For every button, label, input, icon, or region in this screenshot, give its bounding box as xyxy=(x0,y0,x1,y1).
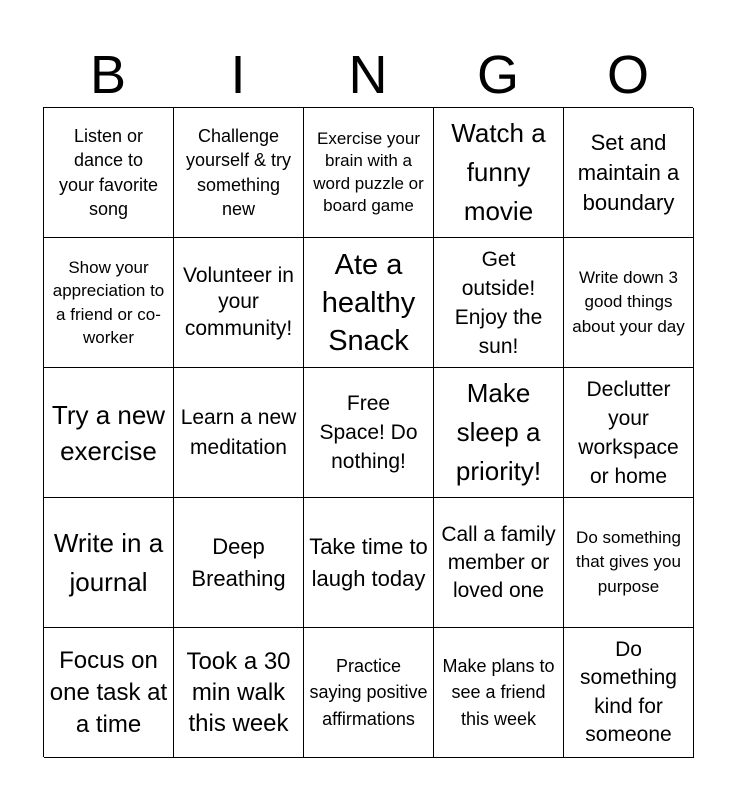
bingo-cell-r4c4[interactable] xyxy=(434,498,564,628)
cell-text: Show your appreciation to a friend or co-worker xyxy=(52,257,165,347)
cell-text: Try a new exercise xyxy=(51,399,166,466)
header-letter-n: N xyxy=(348,45,388,105)
cell-text: Do something that gives you purpose xyxy=(576,527,681,596)
bingo-cell-r5c1[interactable] xyxy=(44,628,174,758)
cell-text: Learn a new meditation xyxy=(180,406,297,459)
cell-text: Call a family member or loved one xyxy=(441,522,556,602)
cell-text: Make sleep a priority! xyxy=(455,378,542,486)
bingo-cell-r2c3[interactable] xyxy=(304,238,434,368)
cell-text: Deep Breathing xyxy=(191,533,286,591)
bingo-header xyxy=(43,44,693,106)
bingo-cell-r4c3[interactable] xyxy=(304,498,434,628)
bingo-cell-r2c1[interactable] xyxy=(44,238,174,368)
bingo-cell-r3c1[interactable] xyxy=(44,368,174,498)
cell-text: Do something kind for someone xyxy=(580,637,677,746)
cell-text: Ate a healthy Snack xyxy=(321,248,416,357)
cell-text: Listen or dance to your favorite song xyxy=(58,125,159,219)
bingo-cell-r3c3[interactable] xyxy=(304,368,434,498)
bingo-cell-r1c1[interactable] xyxy=(44,108,174,238)
bingo-cell-r2c2[interactable] xyxy=(174,238,304,368)
cell-text: Took a 30 min walk this week xyxy=(186,648,291,737)
bingo-cell-r5c2[interactable] xyxy=(174,628,304,758)
cell-text: Set and maintain a boundary xyxy=(577,129,680,215)
cell-text: Practice saying positive affirmations xyxy=(309,655,428,729)
cell-text: Focus on one task at a time xyxy=(49,646,168,738)
header-letter-i: I xyxy=(230,45,246,105)
bingo-cell-r3c5[interactable] xyxy=(564,368,694,498)
bingo-card xyxy=(43,107,693,757)
bingo-cell-r1c5[interactable] xyxy=(564,108,694,238)
cell-text: Declutter your workspace or home xyxy=(578,377,679,488)
bingo-cell-r5c4[interactable] xyxy=(434,628,564,758)
header-letter-g: G xyxy=(476,45,519,105)
cell-text: Free Space! Do nothing! xyxy=(319,392,418,473)
header-letter-b: B xyxy=(89,45,127,105)
bingo-cell-r4c5[interactable] xyxy=(564,498,694,628)
bingo-cell-r3c2[interactable] xyxy=(174,368,304,498)
bingo-cell-r4c1[interactable] xyxy=(44,498,174,628)
cell-text: Volunteer in your community! xyxy=(183,263,294,340)
cell-text: Get outside! Enjoy the sun! xyxy=(454,247,543,358)
bingo-cell-r1c3[interactable] xyxy=(304,108,434,238)
cell-text: Challenge yourself & try something new xyxy=(185,125,292,219)
cell-text: Watch a funny movie xyxy=(451,118,546,226)
bingo-cell-r3c4[interactable] xyxy=(434,368,564,498)
bingo-cell-r1c2[interactable] xyxy=(174,108,304,238)
bingo-cell-r5c5[interactable] xyxy=(564,628,694,758)
cell-text: Exercise your brain with a word puzzle or board game xyxy=(313,128,424,215)
cell-text: Write in a journal xyxy=(53,527,164,597)
bingo-cell-r5c3[interactable] xyxy=(304,628,434,758)
header-letter-o: O xyxy=(606,45,649,105)
cell-text: Write down 3 good things about your day xyxy=(572,267,685,336)
bingo-cell-r1c4[interactable] xyxy=(434,108,564,238)
cell-text: Take time to laugh today xyxy=(309,533,428,591)
cell-text: Make plans to see a friend this week xyxy=(442,655,555,729)
bingo-cell-r4c2[interactable] xyxy=(174,498,304,628)
bingo-cell-r2c5[interactable] xyxy=(564,238,694,368)
bingo-cell-r2c4[interactable] xyxy=(434,238,564,368)
